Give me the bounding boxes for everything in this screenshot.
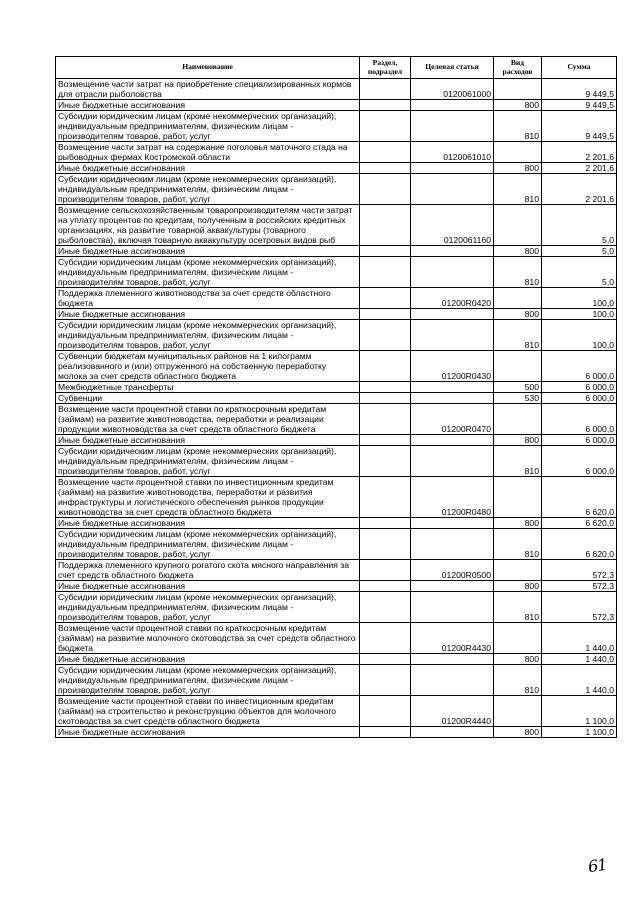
cell-section <box>360 581 411 592</box>
cell-sum: 6 000,0 <box>542 435 617 446</box>
cell-expense-type: 810 <box>494 111 542 142</box>
cell-target <box>411 435 494 446</box>
cell-name: Иные бюджетные ассигнования <box>56 581 360 592</box>
cell-section <box>360 529 411 560</box>
table-row <box>56 393 617 404</box>
cell-sum: 6 620,0 <box>542 477 617 518</box>
table-row <box>56 174 617 205</box>
cell-target: 01200R0470 <box>411 404 494 435</box>
cell-expense-type <box>494 142 542 163</box>
table-row <box>56 351 617 382</box>
cell-target <box>411 100 494 111</box>
cell-expense-type: 500 <box>494 382 542 393</box>
cell-expense-type: 810 <box>494 174 542 205</box>
cell-name: Иные бюджетные ассигнования <box>56 654 360 665</box>
cell-name: Субсидии юридическим лицам (кроме некоммерческих организаций), индивидуальным предпринимателям, физическим лицам - производителям товаров, работ, услуг <box>56 257 360 288</box>
cell-name: Субсидии юридическим лицам (кроме некоммерческих организаций), индивидуальным предпринимателям, физическим лицам - производителям товаров, работ, услуг <box>56 592 360 623</box>
cell-expense-type <box>494 404 542 435</box>
cell-name: Субвенции бюджетам муниципальных районов на 1 килограмм реализованного и (или) отгруженного на собственную переработку молока за счет средств областного бюджета <box>56 351 360 382</box>
cell-sum: 1 100,0 <box>542 696 617 727</box>
cell-target <box>411 309 494 320</box>
cell-name: Возмещение части процентной ставки по инвестиционным кредитам (займам) на строительство и реконструкцию объектов для молочного скотоводства за счет средств областного бюджета <box>56 696 360 727</box>
cell-section <box>360 654 411 665</box>
cell-sum: 9 449,5 <box>542 79 617 100</box>
cell-name: Возмещение части затрат на приобретение специализированных кормов для отрасли рыболовства <box>56 79 360 100</box>
cell-name: Иные бюджетные ассигнования <box>56 435 360 446</box>
cell-expense-type: 810 <box>494 665 542 696</box>
cell-target: 01200R4430 <box>411 623 494 654</box>
cell-expense-type <box>494 623 542 654</box>
cell-expense-type: 800 <box>494 654 542 665</box>
cell-section <box>360 477 411 518</box>
cell-sum: 2 201,6 <box>542 174 617 205</box>
cell-expense-type: 800 <box>494 435 542 446</box>
table-row <box>56 320 617 351</box>
header-target: Целевая статья <box>411 57 494 79</box>
table-row <box>56 79 617 100</box>
budget-table <box>55 56 617 738</box>
cell-expense-type: 800 <box>494 246 542 257</box>
cell-section <box>360 623 411 654</box>
cell-expense-type: 810 <box>494 320 542 351</box>
cell-target <box>411 727 494 738</box>
cell-sum: 572,3 <box>542 592 617 623</box>
cell-target <box>411 382 494 393</box>
cell-section <box>360 446 411 477</box>
table-row <box>56 257 617 288</box>
cell-expense-type: 810 <box>494 446 542 477</box>
cell-target: 01200R0480 <box>411 477 494 518</box>
table-header <box>56 57 617 79</box>
cell-section <box>360 560 411 581</box>
cell-sum: 9 449,5 <box>542 111 617 142</box>
cell-section <box>360 727 411 738</box>
table-row <box>56 435 617 446</box>
cell-name: Субсидии юридическим лицам (кроме некоммерческих организаций), индивидуальным предпринимателям, физическим лицам - производителям товаров, работ, услуг <box>56 111 360 142</box>
cell-expense-type: 530 <box>494 393 542 404</box>
cell-target <box>411 393 494 404</box>
header-expense-type: Вид расходов <box>494 57 542 79</box>
cell-name: Возмещение части процентной ставки по краткосрочным кредитам (займам) на развитие животноводства, переработки и реализации продукции животноводства за счет средств областного бюджета <box>56 404 360 435</box>
cell-sum: 572,3 <box>542 581 617 592</box>
cell-sum: 6 620,0 <box>542 518 617 529</box>
cell-section <box>360 351 411 382</box>
cell-name: Субсидии юридическим лицам (кроме некоммерческих организаций), индивидуальным предпринимателям, физическим лицам - производителям товаров, работ, услуг <box>56 446 360 477</box>
cell-sum: 9 449,5 <box>542 100 617 111</box>
cell-expense-type: 810 <box>494 529 542 560</box>
cell-sum: 2 201,6 <box>542 142 617 163</box>
cell-expense-type: 800 <box>494 727 542 738</box>
table-row <box>56 696 617 727</box>
page-number: 61 <box>586 854 608 877</box>
cell-target: 01200R0500 <box>411 560 494 581</box>
cell-sum: 6 000,0 <box>542 446 617 477</box>
cell-section <box>360 111 411 142</box>
cell-target <box>411 163 494 174</box>
cell-target: 0120061160 <box>411 205 494 246</box>
cell-name: Иные бюджетные ассигнования <box>56 727 360 738</box>
cell-target <box>411 174 494 205</box>
cell-name: Возмещение сельскохозяйственным товаропроизводителям части затрат на уплату процентов по кредитам, полученным в российских кредитных организациях, на развитие товарной аквакультуры (товарного рыболовства), включая товарную аквакультуру осетровых видов рыб <box>56 205 360 246</box>
cell-target <box>411 320 494 351</box>
cell-target <box>411 518 494 529</box>
table-row <box>56 592 617 623</box>
cell-section <box>360 320 411 351</box>
cell-name: Иные бюджетные ассигнования <box>56 163 360 174</box>
cell-sum: 1 100,0 <box>542 727 617 738</box>
cell-sum: 1 440,0 <box>542 654 617 665</box>
table-row <box>56 163 617 174</box>
table-row <box>56 246 617 257</box>
cell-name: Поддержка племенного крупного рогатого скота мясного направления за счет средств областного бюджета <box>56 560 360 581</box>
cell-expense-type <box>494 205 542 246</box>
cell-name: Иные бюджетные ассигнования <box>56 309 360 320</box>
cell-section <box>360 435 411 446</box>
cell-expense-type <box>494 477 542 518</box>
cell-section <box>360 205 411 246</box>
cell-section <box>360 309 411 320</box>
cell-name: Межбюджетные трансферты <box>56 382 360 393</box>
cell-sum: 5,0 <box>542 246 617 257</box>
cell-name: Иные бюджетные ассигнования <box>56 100 360 111</box>
cell-section <box>360 100 411 111</box>
table-row <box>56 518 617 529</box>
cell-expense-type: 810 <box>494 257 542 288</box>
cell-expense-type <box>494 351 542 382</box>
cell-sum: 6 000,0 <box>542 404 617 435</box>
cell-section <box>360 163 411 174</box>
cell-sum: 1 440,0 <box>542 665 617 696</box>
cell-name: Субсидии юридическим лицам (кроме некоммерческих организаций), индивидуальным предпринимателям, физическим лицам - производителям товаров, работ, услуг <box>56 529 360 560</box>
cell-expense-type <box>494 560 542 581</box>
cell-name: Субсидии юридическим лицам (кроме некоммерческих организаций), индивидуальным предпринимателям, физическим лицам - производителям товаров, работ, услуг <box>56 320 360 351</box>
cell-section <box>360 288 411 309</box>
cell-name: Возмещение части затрат на содержание поголовья маточного стада на рыбоводных фермах Костромской области <box>56 142 360 163</box>
cell-target <box>411 592 494 623</box>
cell-target: 01200R4440 <box>411 696 494 727</box>
cell-target: 01200R0430 <box>411 351 494 382</box>
cell-section <box>360 404 411 435</box>
cell-expense-type: 810 <box>494 592 542 623</box>
cell-section <box>360 696 411 727</box>
cell-name: Возмещение части процентной ставки по инвестиционным кредитам (займам) на развитие животноводства, переработки и развития инфраструктуры и логистического обеспечения рынков продукции животноводства за счет средств областного бюджета <box>56 477 360 518</box>
cell-expense-type <box>494 79 542 100</box>
cell-sum: 6 620,0 <box>542 529 617 560</box>
cell-target: 01200R0420 <box>411 288 494 309</box>
table-row <box>56 727 617 738</box>
table-row <box>56 309 617 320</box>
cell-section <box>360 174 411 205</box>
cell-section <box>360 592 411 623</box>
table-row <box>56 205 617 246</box>
cell-sum: 6 000,0 <box>542 351 617 382</box>
cell-sum: 100,0 <box>542 309 617 320</box>
table-row <box>56 288 617 309</box>
cell-sum: 5,0 <box>542 257 617 288</box>
cell-expense-type: 800 <box>494 309 542 320</box>
header-name: Наименование <box>56 57 360 79</box>
table-row <box>56 581 617 592</box>
cell-target <box>411 654 494 665</box>
table-body <box>56 79 617 738</box>
cell-target: 0120061010 <box>411 142 494 163</box>
cell-name: Субвенции <box>56 393 360 404</box>
cell-expense-type: 800 <box>494 100 542 111</box>
cell-section <box>360 257 411 288</box>
cell-target <box>411 665 494 696</box>
table-row <box>56 623 617 654</box>
table-row <box>56 382 617 393</box>
table-row <box>56 477 617 518</box>
cell-section <box>360 79 411 100</box>
cell-sum: 2 201,6 <box>542 163 617 174</box>
cell-name: Субсидии юридическим лицам (кроме некоммерческих организаций), индивидуальным предпринимателям, физическим лицам - производителям товаров, работ, услуг <box>56 174 360 205</box>
cell-sum: 6 000,0 <box>542 382 617 393</box>
cell-sum: 572,3 <box>542 560 617 581</box>
cell-target <box>411 529 494 560</box>
cell-section <box>360 518 411 529</box>
cell-target <box>411 257 494 288</box>
cell-section <box>360 665 411 696</box>
cell-expense-type: 800 <box>494 163 542 174</box>
cell-sum: 5,0 <box>542 205 617 246</box>
table-row <box>56 142 617 163</box>
table-row <box>56 111 617 142</box>
cell-target <box>411 111 494 142</box>
table-row <box>56 654 617 665</box>
cell-section <box>360 393 411 404</box>
table-row <box>56 529 617 560</box>
table-row <box>56 560 617 581</box>
cell-section <box>360 142 411 163</box>
cell-sum: 1 440,0 <box>542 623 617 654</box>
cell-name: Субсидии юридическим лицам (кроме некоммерческих организаций), индивидуальным предпринимателям, физическим лицам - производителям товаров, работ, услуг <box>56 665 360 696</box>
cell-target: 0120061000 <box>411 79 494 100</box>
cell-expense-type <box>494 288 542 309</box>
cell-sum: 6 000,0 <box>542 393 617 404</box>
cell-name: Поддержка племенного животноводства за счет средств областного бюджета <box>56 288 360 309</box>
cell-target <box>411 446 494 477</box>
table-row <box>56 404 617 435</box>
table-row <box>56 665 617 696</box>
table-row <box>56 446 617 477</box>
cell-expense-type <box>494 696 542 727</box>
cell-expense-type: 800 <box>494 581 542 592</box>
header-sum: Сумма <box>542 57 617 79</box>
cell-name: Иные бюджетные ассигнования <box>56 518 360 529</box>
cell-section <box>360 382 411 393</box>
cell-target <box>411 581 494 592</box>
table-row <box>56 100 617 111</box>
cell-sum: 100,0 <box>542 288 617 309</box>
cell-expense-type: 800 <box>494 518 542 529</box>
cell-name: Возмещение части процентной ставки по краткосрочным кредитам (займам) на развитие молочного скотоводства за счет средств областного бюджета <box>56 623 360 654</box>
cell-target <box>411 246 494 257</box>
cell-section <box>360 246 411 257</box>
header-section: Раздел, подраздел <box>360 57 411 79</box>
cell-name: Иные бюджетные ассигнования <box>56 246 360 257</box>
cell-sum: 100,0 <box>542 320 617 351</box>
